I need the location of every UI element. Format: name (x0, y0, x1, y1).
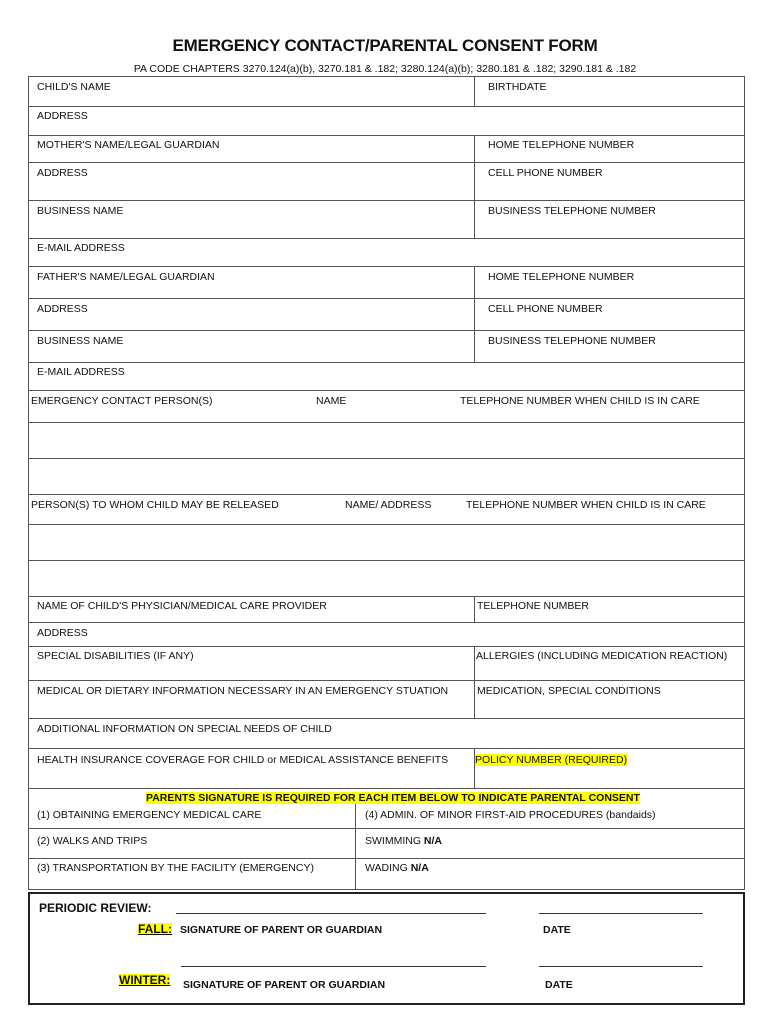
father-business-tel-label: BUSINESS TELEPHONE NUMBER (488, 335, 656, 347)
policy-number-label: POLICY NUMBER (REQUIRED) (475, 754, 628, 766)
consent-swimming (365, 835, 442, 847)
mother-home-tel-label: HOME TELEPHONE NUMBER (488, 139, 635, 151)
mother-business-label: BUSINESS NAME (37, 205, 124, 217)
fall-signature-line[interactable] (176, 913, 486, 914)
physician-tel-label: TELEPHONE NUMBER (477, 600, 590, 612)
mother-name-label: MOTHER'S NAME/LEGAL GUARDIAN (37, 139, 220, 151)
mother-email-label: E-MAIL ADDRESS (37, 242, 125, 254)
consent-header: PARENTS SIGNATURE IS REQUIRED FOR EACH ITEM BELOW TO INDICATE PARENTAL CONSENT (146, 792, 640, 804)
released-name-label: NAME/ ADDRESS (345, 499, 432, 511)
consent-wading (365, 862, 429, 874)
winter-signature-label: SIGNATURE OF PARENT OR GUARDIAN (183, 979, 386, 991)
mother-address-label: ADDRESS (37, 167, 88, 179)
father-name-label: FATHER'S NAME/LEGAL GUARDIAN (37, 271, 215, 283)
address-label: ADDRESS (37, 110, 88, 122)
fall-date-label: DATE (543, 924, 571, 936)
swimming-label: SWIMMING (365, 835, 421, 847)
form-subtitle: PA CODE CHAPTERS 3270.124(a)(b), 3270.181 & .182; 3280.124(a)(b); 3280.181 & .182; 3290.181 & .182 (133, 63, 637, 75)
consent-item-1: (1) OBTAINING EMERGENCY MEDICAL CARE (37, 809, 262, 821)
birthdate-label: BIRTHDATE (488, 81, 547, 93)
fall-date-line[interactable] (539, 913, 703, 914)
winter-label: WINTER: (119, 973, 171, 987)
form-table (28, 76, 745, 890)
consent-item-4: (4) ADMIN. OF MINOR FIRST-AID PROCEDURES (bandaids) (365, 809, 656, 821)
consent-item-2: (2) WALKS AND TRIPS (37, 835, 148, 847)
disabilities-label: SPECIAL DISABILITIES (IF ANY) (37, 650, 194, 662)
mother-business-tel-label: BUSINESS TELEPHONE NUMBER (488, 205, 656, 217)
emergency-tel-label: TELEPHONE NUMBER WHEN CHILD IS IN CARE (460, 395, 700, 407)
consent-item-3: (3) TRANSPORTATION BY THE FACILITY (EMERGENCY) (37, 862, 314, 874)
medication-label: MEDICATION, SPECIAL CONDITIONS (477, 685, 661, 697)
winter-date-line[interactable] (539, 966, 703, 967)
physician-label: NAME OF CHILD'S PHYSICIAN/MEDICAL CARE PROVIDER (37, 600, 327, 612)
released-to-label: PERSON(S) TO WHOM CHILD MAY BE RELEASED (31, 499, 279, 511)
father-cell-label: CELL PHONE NUMBER (488, 303, 603, 315)
insurance-label: HEALTH INSURANCE COVERAGE FOR CHILD or MEDICAL ASSISTANCE BENEFITS (37, 754, 449, 766)
physician-address-label: ADDRESS (37, 627, 88, 639)
father-home-tel-label: HOME TELEPHONE NUMBER (488, 271, 635, 283)
form-title: EMERGENCY CONTACT/PARENTAL CONSENT FORM (172, 36, 598, 55)
father-address-label: ADDRESS (37, 303, 88, 315)
wading-na: N/A (410, 862, 429, 874)
released-tel-label: TELEPHONE NUMBER WHEN CHILD IS IN CARE (466, 499, 706, 511)
emergency-name-label: NAME (316, 395, 347, 407)
winter-signature-line[interactable] (181, 966, 486, 967)
mother-cell-label: CELL PHONE NUMBER (488, 167, 603, 179)
additional-info-label: ADDITIONAL INFORMATION ON SPECIAL NEEDS OF CHILD (37, 723, 332, 735)
childs-name-label: CHILD'S NAME (37, 81, 111, 93)
medical-dietary-label: MEDICAL OR DIETARY INFORMATION NECESSARY IN AN EMERGENCY STUATION (37, 685, 449, 697)
wading-label: WADING (365, 862, 408, 874)
emergency-contact-label: EMERGENCY CONTACT PERSON(S) (31, 395, 213, 407)
father-business-label: BUSINESS NAME (37, 335, 124, 347)
allergies-label: ALLERGIES (INCLUDING MEDICATION REACTION) (476, 650, 728, 662)
father-email-label: E-MAIL ADDRESS (37, 366, 125, 378)
fall-signature-label: SIGNATURE OF PARENT OR GUARDIAN (180, 924, 383, 936)
winter-date-label: DATE (545, 979, 573, 991)
swimming-na: N/A (423, 835, 443, 847)
fall-label: FALL: (138, 922, 172, 936)
periodic-review-heading: PERIODIC REVIEW: (39, 901, 152, 915)
